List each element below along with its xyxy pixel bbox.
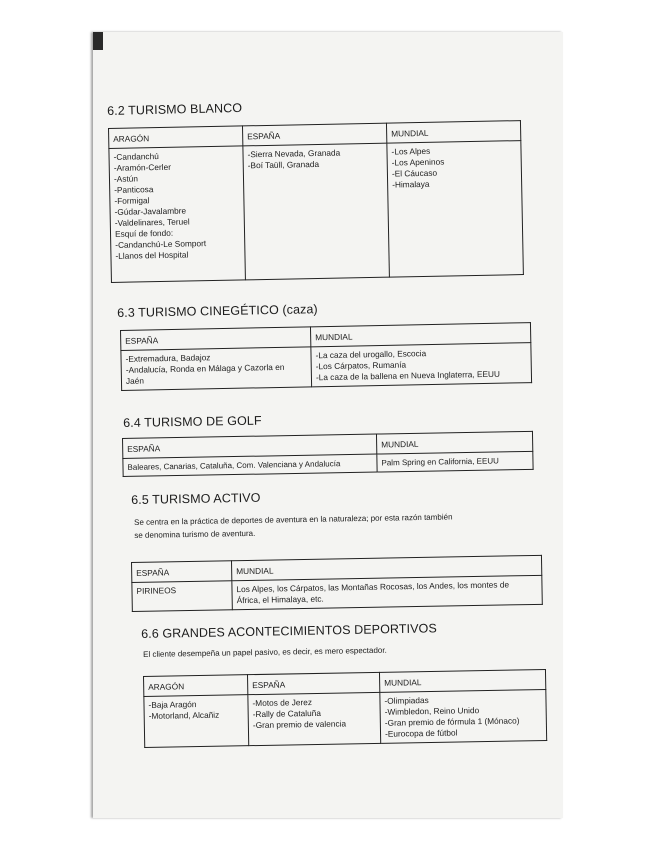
table-turismo-golf bbox=[122, 431, 534, 477]
list-item: Los Alpes, los Cárpatos, las Montañas Rocosas, los Andes, los montes de bbox=[236, 579, 510, 595]
cell-espana-list bbox=[243, 143, 390, 280]
section-title-grandes-acontecimientos: 6.6 GRANDES ACONTECIMIENTOS DEPORTIVOS bbox=[141, 621, 437, 641]
header-aragon: ARAGÓN bbox=[109, 126, 243, 149]
list-item: -Gran premio de valencia bbox=[252, 718, 347, 731]
list-item: -Wimbledon, Reino Unido bbox=[384, 705, 480, 717]
header-mundial: MUNDIAL bbox=[379, 669, 545, 692]
cell-mundial-list bbox=[380, 689, 547, 743]
intro-paragraph: El cliente desempeña un papel pasivo, es decir, es mero espectador. bbox=[143, 645, 387, 659]
list-item: -Astún bbox=[113, 173, 139, 184]
intro-line: Se centra en la práctica de deportes de aventura en la naturaleza; por esta razón también bbox=[134, 512, 453, 527]
cell-mundial: Palm Spring en California, EEUU bbox=[377, 451, 533, 472]
section-title-turismo-golf: 6.4 TURISMO DE GOLF bbox=[123, 413, 262, 430]
list-item: -Boí Taüll, Granada bbox=[247, 158, 320, 171]
cell-mundial-list bbox=[232, 575, 542, 609]
list-item: -Andalucía, Ronda en Málaga y Cazorla en bbox=[125, 361, 285, 375]
table-row bbox=[121, 343, 532, 391]
section-title-turismo-blanco: 6.2 TURISMO BLANCO bbox=[107, 100, 243, 118]
table-row bbox=[109, 141, 523, 283]
list-item: -Candanchú-Le Somport bbox=[115, 238, 207, 250]
list-item: -Candanchú bbox=[113, 151, 159, 162]
cell-aragon-list bbox=[144, 695, 249, 748]
list-item: -Motos de Jerez bbox=[252, 697, 313, 709]
list-item: -Valdelinares, Teruel bbox=[114, 216, 190, 228]
list-item: -Los Alpes bbox=[391, 145, 431, 157]
header-mundial: MUNDIAL bbox=[231, 555, 541, 580]
section-title-turismo-cinegetico: 6.3 TURISMO CINEGÉTICO (caza) bbox=[117, 302, 318, 320]
table-turismo-blanco bbox=[108, 120, 524, 283]
cell-mundial-list bbox=[311, 343, 532, 387]
cell-aragon-list bbox=[109, 146, 246, 283]
list-item: -Extremadura, Badajoz bbox=[125, 352, 211, 364]
list-item: -Sierra Nevada, Granada bbox=[247, 147, 341, 160]
cell-espana-list bbox=[248, 692, 381, 745]
list-item: Esquí de fondo: bbox=[114, 227, 174, 239]
header-espana: ESPAÑA bbox=[123, 434, 377, 458]
cell-espana: Baleares, Canarias, Cataluña, Com. Valenciana y Andalucía bbox=[123, 454, 377, 476]
list-item: -Rally de Cataluña bbox=[252, 707, 322, 720]
intro-line: se denomina turismo de aventura. bbox=[134, 528, 256, 540]
section-title-turismo-activo: 6.5 TURISMO ACTIVO bbox=[131, 490, 261, 507]
header-mundial: MUNDIAL bbox=[386, 121, 520, 144]
list-item: Jaén bbox=[125, 375, 145, 386]
table-turismo-cinegetico bbox=[120, 322, 532, 391]
header-espana: ESPAÑA bbox=[121, 327, 311, 351]
header-mundial: MUNDIAL bbox=[376, 431, 532, 454]
list-item: África, el Himalaya, etc. bbox=[236, 593, 324, 606]
header-espana: ESPAÑA bbox=[247, 672, 379, 694]
table-grandes-acontecimientos bbox=[143, 669, 547, 748]
cell-espana: PIRINEOS bbox=[132, 581, 232, 612]
header-espana: ESPAÑA bbox=[242, 123, 386, 146]
list-item: -Llanos del Hospital bbox=[115, 249, 189, 261]
header-mundial: MUNDIAL bbox=[310, 323, 530, 347]
list-item: -Aramón-Cerler bbox=[113, 161, 172, 173]
list-item: -Olimpiadas bbox=[384, 695, 429, 706]
list-item: -Eurocopa de fútbol bbox=[384, 727, 458, 739]
list-item: -La caza del urogallo, Escocia bbox=[315, 348, 427, 361]
list-item: -Panticosa bbox=[114, 184, 154, 195]
list-item: -El Cáucaso bbox=[391, 167, 438, 179]
list-item: -Los Cárpatos, Rumanía bbox=[315, 359, 407, 372]
list-item: -Motorland, Alcañiz bbox=[148, 709, 220, 721]
list-item: -Gran premio de fórmula 1 (Mónaco) bbox=[384, 715, 520, 728]
table-row bbox=[144, 689, 547, 747]
header-espana: ESPAÑA bbox=[132, 561, 232, 583]
list-item: -Baja Aragón bbox=[148, 699, 197, 710]
list-item: -Himalaya bbox=[392, 178, 430, 190]
list-item: -Formigal bbox=[114, 195, 150, 206]
cell-mundial-list bbox=[387, 141, 524, 278]
list-item: -Los Apeninos bbox=[391, 156, 445, 168]
cell-espana-list bbox=[121, 347, 312, 391]
list-item: -La caza de la ballena en Nueva Inglaterra, EEUU bbox=[315, 368, 501, 383]
list-item: -Gúdar-Javalambre bbox=[114, 205, 187, 217]
page-folded-corner bbox=[93, 32, 103, 50]
intro-paragraph bbox=[134, 510, 453, 542]
table-turismo-activo bbox=[131, 555, 543, 612]
header-aragon: ARAGÓN bbox=[144, 675, 248, 697]
